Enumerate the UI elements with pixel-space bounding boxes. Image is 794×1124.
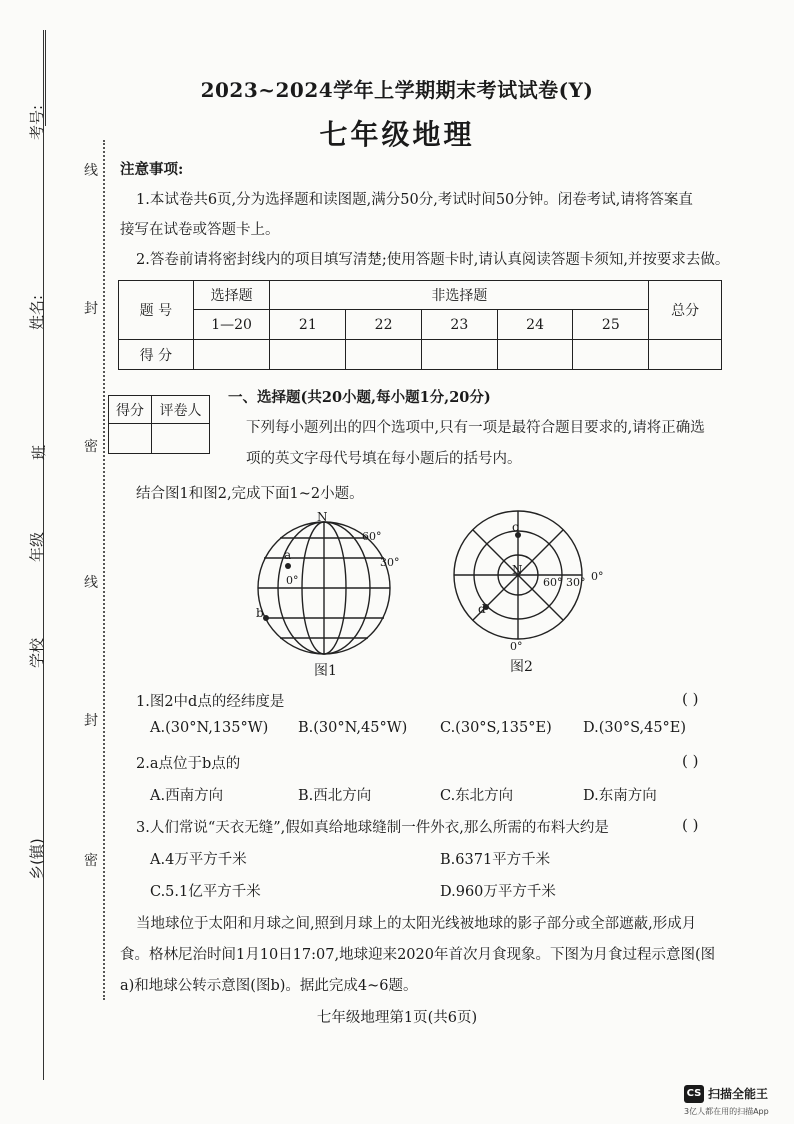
fig2-label-zero-right: 0° [591,570,604,583]
notes-item1-line1: 1.本试卷共6页,分为选择题和读图题,满分50分,考试时间50分钟。闭卷考试,请将答案直 [136,192,693,208]
label-kaohao: 考号: [28,104,46,140]
fig2-label-zero-bottom: 0° [510,640,523,653]
q1-stem: 1.图2中d点的经纬度是 [136,694,285,710]
scanner-logo-icon: CS [684,1085,704,1103]
fig1-label-30: 30° [380,556,400,569]
notes-item2: 2.答卷前请将密封线内的项目填写清楚;使用答题卡时,请认真阅读答题卡须知,并按要求去做。 [136,252,730,268]
seal-char-1: 线 [84,163,98,179]
score-header-xuanze: 选择题 [193,281,270,310]
seal-char-3: 密 [84,439,98,455]
scanner-brand: 扫描全能王 [708,1087,769,1101]
q3-option-c[interactable]: C.5.1亿平方千米 [150,884,261,900]
section1-instr-line1: 下列每小题列出的四个选项中,只有一项是最符合题目要求的,请将正确选 [246,420,705,436]
notes-item1-line2: 接写在试卷或答题卡上。 [120,222,280,238]
score-cell-23[interactable] [421,340,497,370]
fig2-caption: 图2 [510,659,533,675]
seal-char-6: 密 [84,853,98,869]
exam-subject: 七年级地理 [319,118,475,151]
score-cell-22[interactable] [346,340,422,370]
exam-title: 2023~2024学年上学期期末考试试卷(Y) [200,78,594,102]
q2-answer-paren[interactable]: ( ) [682,752,699,770]
seal-char-2: 封 [84,301,98,317]
grader-score-cell[interactable] [109,424,152,454]
label-xingming: 姓名: [28,294,46,330]
label-nianji: 年级 [28,531,46,562]
label-xuexiao: 学校 [28,637,46,668]
fig1-caption: 图1 [314,663,337,679]
fig2-label-d: d [478,602,486,616]
grader-pingjuanren: 评卷人 [152,396,210,424]
score-cell-24[interactable] [497,340,573,370]
score-header-zongfen: 总分 [649,281,722,340]
q1-option-b[interactable]: B.(30°N,45°W) [298,720,408,736]
q3-option-d[interactable]: D.960万平方千米 [440,884,556,900]
fig2-label-60: 60° [543,576,563,589]
q3-option-b[interactable]: B.6371平方千米 [440,852,551,868]
notes-heading: 注意事项: [120,161,184,178]
q2-option-c[interactable]: C.东北方向 [440,788,514,804]
seal-char-5: 封 [84,713,98,729]
passage-line2: 食。格林尼治时间1月10日17:07,地球迎来2020年首次月食现象。下图为月食过程示意图(图 [120,947,716,963]
section1-instr-line2: 项的英文字母代号填在每小题后的括号内。 [246,451,522,467]
section1-heading: 一、选择题(共20小题,每小题1分,20分) [228,389,491,406]
passage-line3: a)和地球公转示意图(图b)。据此完成4~6题。 [120,978,418,994]
q1-answer-paren[interactable]: ( ) [682,690,699,708]
page-footer: 七年级地理第1页(共6页) [316,1010,478,1026]
q2-option-d[interactable]: D.东南方向 [583,788,657,804]
fig2-label-30: 30° [566,576,586,589]
q1-option-d[interactable]: D.(30°S,45°E) [583,720,687,736]
q1-option-a[interactable]: A.(30°N,135°W) [150,720,269,736]
score-num-24: 24 [497,310,573,340]
passage-line1: 当地球位于太阳和月球之间,照到月球上的太阳光线被地球的影子部分或全部遮蔽,形成月 [136,916,697,932]
score-cell-21[interactable] [270,340,346,370]
score-row-defen: 得 分 [119,340,194,370]
grader-table [108,395,210,454]
fig2-label-n: N [512,563,523,577]
score-num-23: 23 [421,310,497,340]
score-range: 1—20 [193,310,270,340]
q2-option-b[interactable]: B.西北方向 [298,788,372,804]
q2-stem: 2.a点位于b点的 [136,756,241,772]
fig1-label-n: N [317,510,328,524]
fig2-label-c: c [512,520,519,534]
figures-intro: 结合图1和图2,完成下面1~2小题。 [136,486,364,502]
score-cell-25[interactable] [573,340,649,370]
score-table [118,280,722,370]
score-cell-xuanze[interactable] [193,340,270,370]
grader-name-cell[interactable] [152,424,210,454]
fig1-label-60: 60° [362,530,382,543]
q1-option-c[interactable]: C.(30°S,135°E) [440,720,552,736]
q2-option-a[interactable]: A.西南方向 [150,788,224,804]
fig1-label-zero: 0° [286,574,299,587]
q3-option-a[interactable]: A.4万平方千米 [150,852,247,868]
fig1-label-b: b [256,606,264,620]
seal-char-4: 线 [84,575,98,591]
figure2-polar [450,505,610,665]
score-cell-total[interactable] [649,340,722,370]
binding-dotted-line [103,140,105,1000]
q3-stem: 3.人们常说“天衣无缝”,假如真给地球缝制一件外衣,那么所需的布料大约是 [136,820,609,836]
grader-defen: 得分 [109,396,152,424]
label-xiang: 乡(镇) [28,838,46,880]
score-num-25: 25 [573,310,649,340]
scanner-tagline: 3亿人都在用的扫描App [684,1107,769,1116]
label-ban: 班 [30,444,48,460]
q3-answer-paren[interactable]: ( ) [682,816,699,834]
score-header-tihao: 题 号 [119,281,194,340]
score-num-22: 22 [346,310,422,340]
score-header-feixuanze: 非选择题 [270,281,649,310]
fig1-label-a: a [284,548,292,562]
score-num-21: 21 [270,310,346,340]
figure1-globe [244,508,414,678]
